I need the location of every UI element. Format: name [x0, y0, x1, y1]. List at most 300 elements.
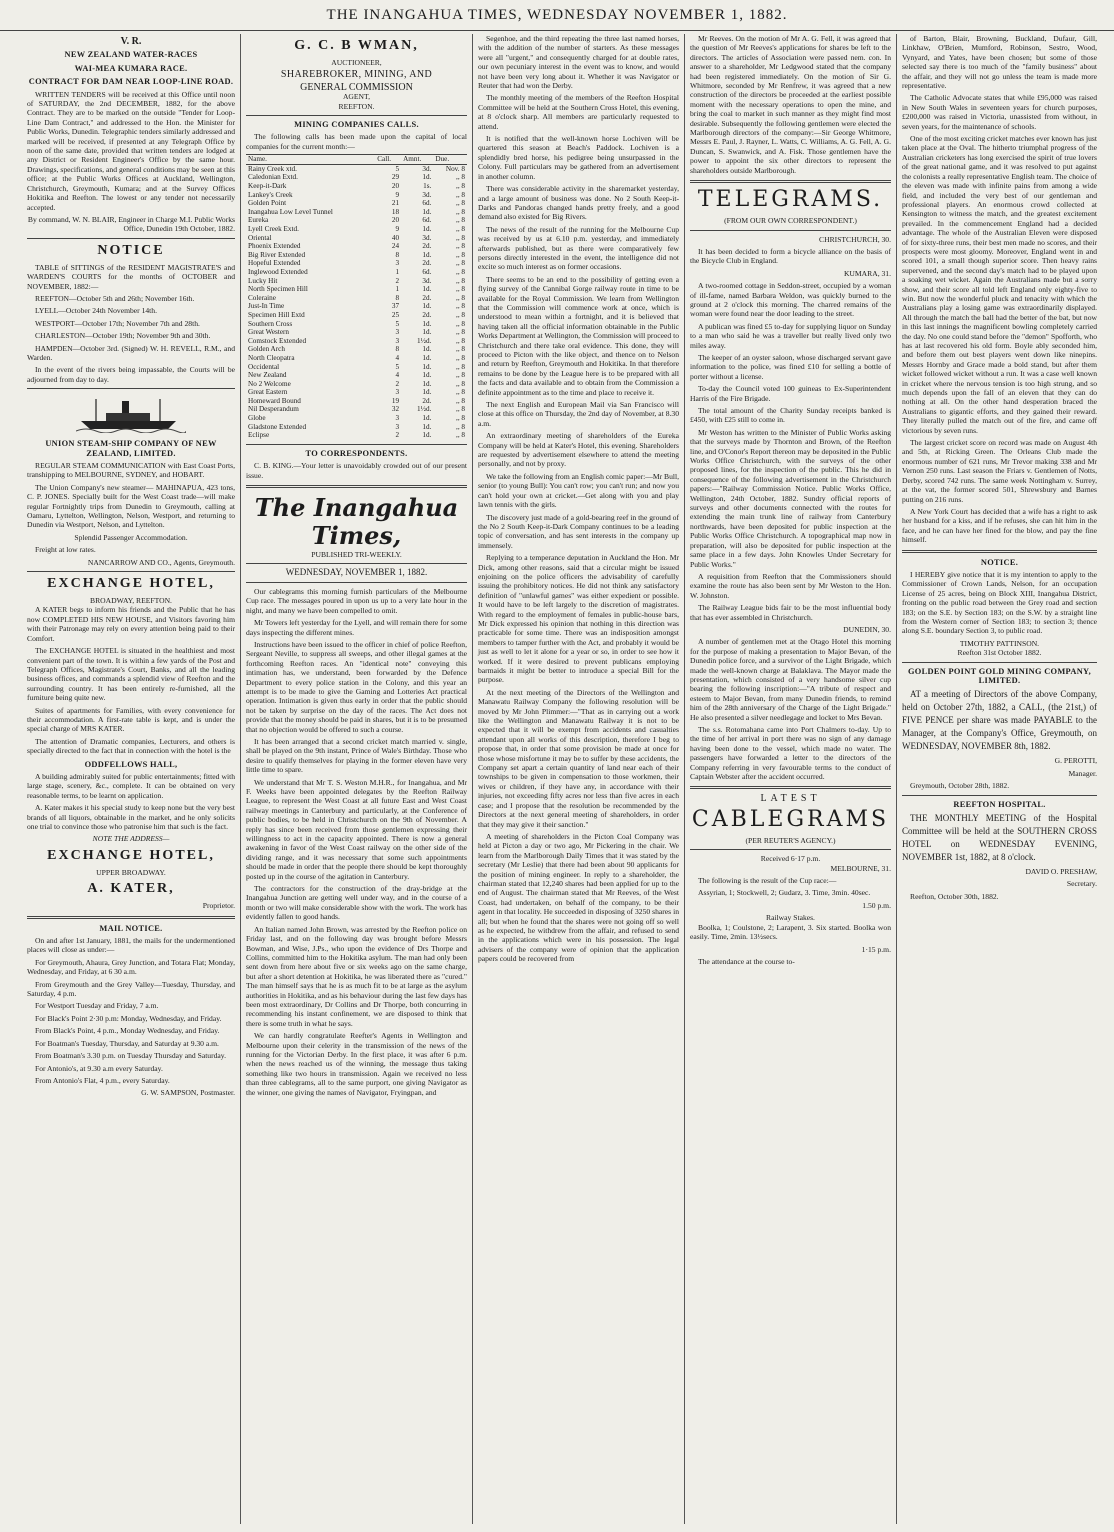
table-row [246, 337, 467, 346]
telegram-paragraph: A publican was fined £5 to-day for supplying liquor on Sunday to a man who said he was a traveller but really lived only two miles away. [690, 321, 891, 350]
table-cell: 2d. [422, 293, 432, 302]
oddfellows-text: A building admirably suited for public entertainments; fitted with large stage, scenery, &c., complete. It can be obtained on very reasonable terms, to be learnt on application. [27, 771, 235, 800]
table-cell: 5 [395, 164, 400, 173]
table-row [246, 285, 467, 294]
mail-text-9: For Antonio's, at 9.30 a.m every Saturday. [35, 1063, 163, 1073]
table-cell: Southern Cross [248, 319, 293, 328]
table-row [246, 363, 467, 372]
table-cell: 6d. [422, 199, 432, 208]
table-cell: 3 [395, 259, 400, 268]
table-cell: Phoenix Extended [248, 242, 301, 251]
table-header-cell: Amnt. [401, 155, 433, 165]
steamship-heading: UNION STEAM-SHIP COMPANY OF NEW ZEALAND, LIMITED. [45, 439, 217, 458]
table-cell: Hopeful Extended [248, 259, 301, 268]
passenger-accommodation: Splendid Passenger Accommodation. [74, 532, 188, 542]
article-paragraph: An Italian named John Brown, was arrested by the Reefton police on Friday last, and on the following day was brought before Messrs Bowman, and Wise, J.Ps., who upon the evidence of Drs Thorpe and Collins, committed him to the Hokitika asylum. The man had only been sent down from here about five or six weeks ago on the same charge, but after a short detention at Hokitika, he was liberated there as "cured." The man himself says that he is as much fit to be at large as the asylum authorities in Hokitika, and as his behaviour during the last few days has been most extraordinary, Dr Collins and Dr Thorpe, both concurring in recommending his instant confinement, we are disposed to think that there is some truth in what he says. [246, 924, 467, 1028]
table-cell: No 2 Welcome [248, 379, 291, 388]
masthead: THE INANGAHUA TIMES, WEDNESDAY NOVEMBER 1, 1882. [0, 0, 1114, 31]
table-header-cell: Name. [246, 155, 375, 165]
table-cell: 3d. [422, 276, 432, 285]
table-cell: Keep-it-Dark [248, 182, 287, 191]
article-paragraph: Instructions have been issued to the officer in chief of police Reefton, Sergeant Neville, to suppress all sweeps, and other illegal games at the forthcoming Reefton races. An "identical note" conveying this intimation has, we understand, been forwarded by the Defence Department to every police station in the Colony, and this year an attempt is to be made to give the Gaming and Lotteries Act practical operation. Intimation is given thus early in order that the public should not be taken by surprise on the day of the races. The Act does not provide that the money should be paid in shares, but it is to be presumed that no objection would be offered to such a course. [246, 639, 467, 734]
table-cell: 2 [395, 276, 400, 285]
notice-date: Reefton 31st October 1882. [957, 648, 1042, 658]
table-cell: 9 [395, 190, 400, 199]
article-paragraph: Our cablegrams this morning furnish particulars of the Melbourne Cup race. The messages poured in upon us up to a very late hour in the night, and many we have been compelled to omit. [246, 586, 467, 615]
article-paragraph: The news of the result of the running for the Melbourne Cup was received by us at 6.10 p.m. yesterday, and immediately afterwards published, but as there were comparatively few persons directly interested in the event, the intelligence did not excite so much interest as on former occasions. [478, 224, 679, 272]
column-4 [684, 34, 896, 1524]
exchange-hotel-heading: EXCHANGE HOTEL, [47, 576, 215, 592]
table-row [246, 294, 467, 303]
commission-label: GENERAL COMMISSION [300, 81, 413, 93]
column-5 [896, 34, 1102, 1524]
table-cell: 24 [391, 242, 400, 251]
table-cell: Inangahua Low Level Tunnel [248, 207, 333, 216]
table-cell: 3d. [422, 233, 432, 242]
divider [246, 115, 467, 116]
railway-stakes-heading: Railway Stakes. [766, 913, 815, 923]
table-row [246, 182, 467, 191]
article-paragraph: Segenhoe, and the third repeating the three last named horses, with the addition of the number of starters. As these messages were all "urgent," and consequently charged for at double rates, our own pecuniary interest in the event was to know, and would not have been very long about it. Whether it was Navigator or Reuter that had won the Derby. [478, 34, 679, 91]
bowman-heading: G. C. B WMAN, [294, 38, 419, 53]
table-row [246, 234, 467, 243]
auctioneer-label: AUCTIONEER, [331, 58, 382, 67]
table-cell: 3d. [422, 164, 432, 173]
telegram-paragraph: Mr Weston has written to the Minister of Public Works asking that the surveys made by Thornton and Brown, of the Reefton line, and O'Conor's Report thereon may be deposited in the Public Works Office Christchurch, with the surveys of the other proposed lines, for the inspection of the public. This he did in consequence of the following advertisement in the Christchurch papers:—"Railway Commission Notice. Public Works Office, Wellington, 24th October, 1882. Sundry official reports of surveys and other documents connected with the routes for extending the main trunk line of railway from Canterbury northwards, have been deposited for public inspection at the Public Works Office Christchurch. A topographical map now in preparation, will also be deposited for public inspection at the same place in a few days. John Knowles Under Secretary for Public Works." [690, 427, 891, 569]
table-cell: Lucky Hit [248, 276, 278, 285]
article-paragraph: Mr Towers left yesterday for the Lyell, and will remain there for some days inspecting the different mines. [246, 618, 467, 637]
table-cell: 1d. [422, 414, 432, 423]
table-cell: 2 [395, 379, 400, 388]
divider [902, 550, 1097, 553]
received-time: Received 6·17 p.m. [760, 854, 821, 864]
table-row [246, 208, 467, 217]
tender-signature: By command, W. N. BLAIR, Engineer in Charge M.I. Public Works Office, Dunedin 19th October, 1882. [27, 214, 235, 234]
table-row [246, 164, 467, 173]
table-cell: ,, 8 [456, 190, 465, 199]
table-row [246, 345, 467, 354]
table-cell: ,, 8 [456, 225, 465, 233]
article-paragraph: At the next meeting of the Directors of the Wellington and Manawatu Railway Company the following resolution will be moved by Mr John Plimmer:—"That as in carrying out a work like the Wellington and Manawatu Railway it is not to be expected that it will be exempt from accidents and casualties attendant upon all works of this description, therefore I beg to propose that, in order that some provision be made at once for those whose misfortune it may be to suffer by these accidents, the Company set apart a certain quantity of land near each of their townships to be given in compensation to those workmen, their wives or children, if they have any, in accordance with their injuries, not exceeding fifty acres nor less than five acres in each case; and I propose that the resolution be recommended by the Directors at the next general meeting of shareholders, in order that they may give it their sanction." [478, 687, 679, 829]
table-row [246, 328, 467, 337]
table-cell: 25 [391, 310, 400, 319]
telegram-paragraph: A two-roomed cottage in Seddon-street, occupied by a woman of ill-fame, named Barbara Weldon, was quickly burned to the ground at 2 o'clock this morning. The charred remains of the woman were found near the door leading to the street. [690, 281, 891, 319]
table-cell: Big River Extended [248, 250, 306, 259]
newspaper-nameplate: The Inangahua Times, [254, 493, 459, 551]
table-cell: ,, 8 [456, 302, 465, 311]
table-cell: 1d. [422, 431, 432, 440]
divider [246, 485, 467, 488]
golden-point-text: AT a meeting of Directors of the above Company, held on October 27th, 1882, a CALL, (the 21st,) of FIVE PENCE per share was made PAYABLE to the Manager, at the Company's Office, Greymouth, on WEDNESDAY, NOVEMBER 8th, 1882. [902, 689, 1097, 752]
telegram-paragraph: A requisition from Reefton that the Commissioners should examine the route has also been sent by Mr Weston to the Hon. W. Johnston. [690, 571, 891, 600]
table-cell: Coleraine [248, 293, 276, 302]
reuter-label: (PER REUTER'S AGENCY.) [745, 835, 836, 845]
time-stamp: 1·15 p.m. [861, 944, 891, 954]
table-cell: 37 [391, 302, 400, 311]
table-body [246, 164, 467, 440]
table-cell: 3d. [422, 190, 432, 199]
table-cell: 1d. [422, 285, 432, 294]
table-row [246, 405, 467, 414]
divider [690, 849, 891, 850]
mail-text-4: For Westport Tuesday and Friday, 7 a.m. [35, 1001, 159, 1011]
table-row [246, 311, 467, 320]
telegram-paragraph: To-day the Council voted 100 guineas to Ex-Superintendent Harris of the Fire Brigade. [690, 384, 891, 403]
table-row [246, 388, 467, 397]
calls-heading: MINING COMPANIES CALLS. [294, 120, 419, 130]
hampden-sittings: HAMPDEN—October 3rd. (Signed) W. H. REVELL, R.M., and Warden. [27, 343, 235, 362]
table-cell: 3 [395, 388, 400, 397]
notice-text: I HEREBY give notice that it is my intention to apply to the Commissioner of Crown Lands, Nelson, for an occupation License of 25 acres, being on Block XIII, Inangahua District, fronting on the public road between the Grey road and section 183; on the S.E. by Section 183; on the S.W. by a straight line from the Western corner of Section 183; to section 3; thence along S.E. boundary Section 3, to public road. [902, 569, 1097, 636]
table-row [246, 431, 467, 440]
table-cell: ,, 8 [456, 182, 465, 191]
article-paragraph: We understand that Mr T. S. Weston M.H.R., for Inangahua, and Mr F. Weeks have been appointed delegates by the Reefton Railway League, to represent the West Coast at all future East and West Coast railway meetings in Canterbury and particularly, at the Conference of public bodies, to be held in Christchurch on the 9th of November. A reply has since been received from those gentlemen expressing their willingness to act in the capacity appointed. There is now a general awakening in favor of the West Coast railway on the other side of the dividing range, and it was necessary that some such appointments should be made in order that the people there should be kept thoroughly posted up in the course of the agitation in Canterbury. [246, 777, 467, 881]
mail-text-3: From Greymouth and the Grey Valley—Tuesday, Thursday, and Saturday, 4 p.m. [27, 979, 235, 999]
table-cell: Occidental [248, 362, 280, 371]
table-cell: ,, 8 [456, 319, 465, 328]
article-paragraph: We take the following from an English comic paper:—Mr Bull, senior (to young Bull): You can't row; you can't run; and now you can't hold your own at cricket.—Get along with you and play lawn tennis with the girls. [478, 471, 679, 510]
exchange-hotel-heading-2: EXCHANGE HOTEL, [47, 847, 215, 863]
article-paragraph: There was considerable activity in the sharemarket yesterday, and a large amount of business was done. No 2 South Keep-it-Darks and Pandoras changed hands pretty freely, and a good demand also existed for Big Rivers. [478, 184, 679, 222]
table-cell: Gladstone Extended [248, 422, 307, 431]
table-cell: 1d. [422, 362, 432, 371]
postmaster-signature: G. W. SAMPSON, Postmaster. [141, 1088, 235, 1098]
table-cell: ,, 8 [456, 242, 465, 251]
hospital-heading: REEFTON HOSPITAL. [953, 799, 1046, 809]
table-cell: 6d. [422, 267, 432, 276]
table-cell: Lankey's Creek [248, 190, 293, 199]
steamship-new: The Union Company's new steamer— MAHINAPUA, 423 tons, C. P. JONES. Specially built for the West Coast trade—will make regular Fortnightly trips from Dunedin to Greymouth, calling at Oamaru, Lyttelton, Wellington, Nelson, Westport, and returning to Dunedin via Westport, Nelson, and Lyttelton. [27, 482, 235, 530]
agent-label: AGENT, [342, 92, 371, 102]
exchange-hotel-sub: BROADWAY, REEFTON. [90, 596, 172, 606]
table-cell: 1 [395, 285, 400, 294]
telegram-paragraph: It has been decided to form a bicycle alliance on the basis of the Bicycle Club in England. [690, 246, 891, 266]
railway-result: Boolka, 1; Coulstone, 2; Larapent, 3. Six started. Boolka won easily. Time, 2min. 13½secs. [690, 922, 891, 942]
calls-intro: The following calls has been made upon the capital of local companies for the current month:— [246, 132, 467, 151]
table-cell: 8 [395, 345, 400, 354]
divider [27, 388, 235, 389]
dateline-melbourne: MELBOURNE, 31. [830, 863, 891, 873]
table-cell: Golden Point [248, 199, 287, 208]
sharebroker-label: SHAREBROKER, MINING, AND [280, 69, 433, 81]
article-paragraph: There seems to be an end to the possibility of getting even a flying survey of the Cannibal Gorge railway route in time to be available for the Royal Commission. We learn from Wellington that the Commission will commence work at once, which is understood to mean within a fortnight, and it is believed that having taken all the official information obtainable in the Public Works Department at Wellington, the Commission will proceed to Christchurch and there take oral evidence. This done, they will proceed to Picton with the like object, and thence on to Nelson and return by Reefton, Greymouth and Hokitika. In that therefore remains to be done by the League here is to be prepared with all the facts and data available and to obtain from the Commission a definite appointment as to the time and place to receive it. [478, 274, 679, 397]
vr-crest: V. R. [120, 36, 142, 47]
attendance-text: The attendance at the course to- [698, 956, 795, 966]
table-cell: 3 [395, 328, 400, 337]
table-cell: North Specimen Hill [248, 285, 308, 294]
table-row [246, 199, 467, 208]
table-cell: 1d. [422, 250, 432, 259]
table-cell: Eclipse [248, 431, 270, 440]
table-cell: ,, 8 [456, 285, 465, 294]
column-1 [22, 34, 240, 1524]
column-2 [240, 34, 472, 1524]
table-row [246, 191, 467, 200]
mail-text-6: From Black's Point, 4 p.m., Monday Wednesday, and Friday. [35, 1026, 220, 1036]
table-row [246, 268, 467, 277]
upper-broadway: UPPER BROADWAY. [96, 867, 166, 877]
column-3 [472, 34, 684, 1524]
table-cell: ,, 8 [456, 328, 465, 337]
table-cell: ,, 8 [456, 276, 465, 285]
table-cell: 1d. [422, 353, 432, 362]
table-cell: 2d. [422, 396, 432, 405]
article-paragraph: Mr Reeves. On the motion of Mr A. G. Fell, it was agreed that the question of Mr Reeves's applications for shares be left to the directors. The articles of Association were passed nem. con. In answer to a shareholder, Mr Ledgwood stated that the company had been registered immediately. On the motion of Sir G. Whitmore, seconded by Mr Renfrew, it was agreed that a new construction of the directors be proceeded at the earliest possible moment with the necessary operations to open the mine, and bring the coal to market in such manner as they might find most desirable. Subsequently the following gentlemen were elected the Marlborough directors of the company:—Sir George Whitmore, Messrs E. Paul, J. Rayner, L. Watts, C. Williams, A. G. Fell, A. G. Duncan, S. Swanwick, and A. Fisk. Those gentlemen have the power to appoint the six other directors to represent the shareholders outside Marlborough. [690, 34, 891, 175]
sittings-text: TABLE of SITTINGS of the RESIDENT MAGISTRATE'S and WARDEN'S COURTS for the months of OCTOBER and NOVEMBER, 1882:— [27, 262, 235, 291]
table-cell: 32 [391, 405, 400, 414]
article-paragraph: The Catholic Advocate states that while £95,000 was raised in New South Wales in seventeen years for church purposes, £200,000 was raised in Victoria, unassisted from without, in seven years, for the maintenance of schools. [902, 93, 1097, 131]
own-correspondent-label: (FROM OUR OWN CORRESPONDENT.) [724, 216, 857, 226]
table-row [246, 302, 467, 311]
published-label: PUBLISHED TRI-WEEKLY. [311, 550, 402, 560]
table-cell: Just-In Time [248, 302, 285, 311]
table-cell: North Cleopatra [248, 353, 295, 362]
divider [902, 795, 1097, 796]
article-paragraph: It has been arranged that a second cricket match married v. single, shall be played on the 9th instant, Prince of Wale's Birthday. Those who desire to qualify themselves for playing in the former eleven have very little time to spare. [246, 736, 467, 775]
table-cell: 4 [395, 371, 400, 380]
table-cell: Lyell Creek Extd. [248, 225, 299, 233]
article-paragraph: A meeting of shareholders in the Picton Coal Company was held at Picton a day or two ago, Mr Pickering in the chair. We learn from the Marlborough Daily Times that it was stated by the secretary (Mr Leslie) that there had been about 90 applicants for the position of mining engineer. In reply to a shareholder, the chairman stated that 12,240 shares had been applied for up to the end of August. The chairman stated that Mr Reeves, of the West Coast, had undertaken, on behalf of the company, to be their agent in that locality. He succeeded in disposing of 3250 shares in all; but when he found that the shares were not going off so well as he expected, he withdrew from the affair, and refused to send in the applications which were in his possession. The legal advisers of the company were of opinion that the application papers could be recovered from [478, 831, 679, 964]
table-cell: ,, 8 [456, 431, 465, 440]
table-cell: 8 [395, 250, 400, 259]
table-cell: Nil Desperandum [248, 405, 299, 414]
table-row [246, 371, 467, 380]
article-paragraph: The contractors for the construction of the dray-bridge at the Inangahua Junction are getting well under way, and in the course of a month or two will make considerable show with the work. The work has evidently fallen to good hands. [246, 884, 467, 922]
table-cell: Oriental [248, 233, 272, 242]
article-paragraph: An extraordinary meeting of shareholders of the Eureka Company will be held at Kater's Hotel, this evening. Shareholders are requested by advertisement elsewhere to attend the meeting personally, and not by proxy. [478, 431, 679, 469]
divider [246, 563, 467, 564]
table-cell: Specimen Hill Extd [248, 310, 305, 319]
article-paragraph: The largest cricket score on record was made on August 4th and 5th, at Ricking Green. The Orleans Club made the enormous number of 621 runs, Mr Trevor making 338 and Mr Vernon 250 runs. Last season the Friars v. Gentlemen of Notts, Derby, scored 742 runs. The same week Nottingham v. Surrey, at the vat, the former scored 501, Shrewsbury and Barnes putting on 216 runs. [902, 438, 1097, 504]
table-cell: ,, 8 [456, 293, 465, 302]
steamship-icon [76, 395, 186, 433]
table-row [246, 414, 467, 423]
divider [690, 180, 891, 183]
table-cell: Golden Arch [248, 345, 285, 354]
table-cell: 1d. [422, 379, 432, 388]
table-cell: 40 [391, 233, 400, 242]
table-row [246, 423, 467, 432]
table-row [246, 277, 467, 286]
table-cell: 1d. [422, 371, 432, 380]
steamship-text: REGULAR STEAM COMMUNICATION with East Coast Ports, transhipping to MELBOURNE, SYDNEY, and HOBART. [27, 461, 235, 480]
telegram-paragraph: The s.s. Rotomahana came into Port Chalmers to-day. Up to the time of her arrival in port there was no sign of any damage having been done to the vessel, which made no water. The passengers have forwarded a letter to the directors of the Company referring in very favourable terms to the conduct of Captain Webster after the accident occurred. [690, 725, 891, 782]
table-row [246, 320, 467, 329]
table-cell: ,, 8 [456, 250, 465, 259]
table-row [246, 259, 467, 268]
table-cell: ,, 8 [456, 422, 465, 431]
exchange-text-3: Suites of apartments for Families, with every convenience for their accommodation. A first-rate table is kept, and is under the special charge of MRS KATER. [27, 705, 235, 734]
table-cell: ,, 8 [456, 267, 465, 276]
table-cell: 2d. [422, 242, 432, 251]
dateline-dunedin: DUNEDIN, 30. [843, 624, 891, 634]
table-cell: 2d. [422, 259, 432, 268]
table-cell: 5 [395, 319, 400, 328]
divider [27, 238, 235, 239]
table-cell: ,, 8 [456, 216, 465, 225]
charleston-sittings: CHARLESTON—October 19th; November 9th and 30th. [35, 331, 211, 341]
mail-notice-heading: MAIL NOTICE. [99, 923, 163, 933]
table-cell: ,, 8 [456, 414, 465, 423]
mail-text-7: For Boatman's Tuesday, Thursday, and Saturday at 9.30 a.m. [35, 1038, 219, 1048]
table-cell: 4 [395, 353, 400, 362]
table-cell: Inglewood Extended [248, 267, 308, 276]
table-header-cell: Call. [375, 155, 401, 165]
table-header-cell: Due. [433, 155, 467, 165]
dateline-christchurch: CHRISTCHURCH, 30. [819, 234, 891, 244]
table-cell: 1½d. [416, 405, 432, 414]
table-cell: ,, 8 [456, 310, 465, 319]
lyell-sittings: LYELL—October 24th November 14th. [35, 306, 157, 316]
hospital-text: THE MONTHLY MEETING of the Hospital Committee will be held at the SOUTHERN CROSS HOTEL on WEDNESDAY EVENING, NOVEMBER 1st, 1882, at 8 o'clock. [902, 813, 1097, 863]
divider [246, 582, 467, 583]
table-cell: 1d. [422, 328, 432, 337]
table-cell: Great Eastern [248, 388, 288, 397]
table-cell: ,, 8 [456, 362, 465, 371]
freight-text: Freight at low rates. [35, 545, 96, 555]
table-cell: ,, 8 [456, 173, 465, 182]
article-paragraph: One of the most exciting cricket matches ever known has just taken place at the Oval. The hitherto triumphal progress of the Australian cricketers has long exercised the spirit of true lovers of the great national game, and it was resolved to put against the colonists a really representative English team. The choice of the eleven was made with infinite pains from among a wide field, and included the very best of our gentleman and professional players. An enormous crowd collected at Kensington to witness the match, and the greatest excitement prevailed. In the commencement England had a decided advantage. The whole of the Australian Eleven were disposed of for sixty-three runs, their best men made no scores, and their prospects were most gloomy. Moreover, England went in and scored 101, a small though superior score. Then heavy rains supervened, and the second day's match had to be played upon a soaking wet wicket. Again the Australians made but a sorry show, and their score all told left England only eighty-five to win. But now the wonderful pluck and tenacity with which the Australians play a losing game was extraordinarily displayed. All through the match the ball had the better of the bat, but now in this last innings the magnificent bowling completely carried the day. No one could stand before the "demon" Spofforth, who has at last recovered his old form. Boyle ably seconded him, and before them out best players went down like ninepins. Messrs Hornby and Grace made a bold stand, but after them wicket followed wicket without a run. It was a case well known in cricket where the nervous tension is too high strung, and so much depends upon the fall of an eleven that they can do nothing at all. On the other hand desperation braced the Australians to gigantic efforts, and they gained their reward. They literally pulled the match out of the fire, and came off victorious by seven runs. [902, 134, 1097, 435]
table-cell: 6d. [422, 216, 432, 225]
table-cell: 20 [391, 182, 400, 191]
tender-text: WRITTEN TENDERS will be received at this Office until noon of SATURDAY, the 2nd DECEMBER, 1882, for the above Contract. They are to be marked on the outside "Tender for Loop-Line Dam Contract," and addressed to the Hon. the Minister for Public Works, Dunedin. Telegraphic tenders similarly addressed and marked will be received, if presented at any Telegraph Office by noon of the same date, provided that written tenders are lodged at any District or Resident Engineer's Office by the same hour. Drawings, specifications, and general conditions may be seen at this office; at the Public Works Offices at Auckland, Wellington, Christchurch, Greymouth, Kumara; and at the Survey Offices Hokitika and Reefton. The lowest or any tender not necessarily accepted. [27, 89, 235, 212]
golden-point-role: Manager. [1068, 768, 1097, 778]
divider [902, 662, 1097, 663]
cup-text: The following is the result of the Cup race:— [698, 876, 837, 886]
table-cell: Rainy Creek xtd. [248, 164, 297, 173]
divider [690, 786, 891, 789]
table-cell: 1d. [422, 345, 432, 354]
article-paragraph: It is notified that the well-known horse Lochiven will be quartered this season at Beach's Paddock. Lochiven is a splendidly bred horse, his pedigree being unsurpassed in the Colony. Full particulars may be gathered from an advertisement in another column. [478, 134, 679, 181]
kater-note: A. Kater makes it his special study to keep none but the very best brands of all liquors, obtainable in the market, and he only solicits one trial to convince those who patronise him that such is the fact. [27, 803, 235, 831]
table-cell: 8 [395, 293, 400, 302]
correspondents-text: C. B. KING.—Your letter is unavoidably crowded out of our present issue. [246, 461, 467, 480]
cup-result: Assyrian, 1; Stockwell, 2; Gudarz, 3. Time, 3min. 40sec. [698, 888, 871, 898]
table-cell: New Zealand [248, 371, 287, 380]
rivers-text: In the event of the rivers being impassable, the Courts will be adjourned from day to day. [27, 365, 235, 384]
table-cell: 29 [391, 173, 400, 182]
table-cell: 20 [391, 216, 400, 225]
article-paragraph: Replying to a temperance deputation in Auckland the Hon. Mr Dick, among other reasons, said that a circular might be issued enjoining on the police officers the advisability of carefully issuing the prohibitory notices. He did not think any satisfactory definition of "unlawful games" was either expedient or possible. It would have to be left largely to the discretion of magistrates. With regard to the employment of females in public-house bars, Mr Dick expressed his opinion that nothing in this direction was practicable for some time. There was an indisposition amongst members to tamper further with the Act, and probably it would be just as well to let it alone for a year or so, in order to see how it worked. If it were desired to prevent publicans employing barmaids it might be better to introduce a special Bill for the purpose. [478, 553, 679, 685]
nancarrow-signature: NANCARROW AND CO., Agents, Greymouth. [87, 557, 235, 567]
westport-sittings: WESTPORT—October 17th; November 7th and 28th. [35, 318, 200, 328]
notice-heading: NOTICE [97, 242, 165, 258]
correspondents-heading: TO CORRESPONDENTS. [305, 448, 408, 458]
table-cell: 2 [395, 431, 400, 440]
table-cell: 21 [391, 199, 400, 208]
reefton-label: REEFTON. [338, 101, 375, 111]
table-row [246, 216, 467, 225]
table-cell: 3 [395, 414, 400, 423]
telegrams-heading: TELEGRAMS. [697, 187, 884, 213]
table-cell: 1d. [422, 388, 432, 397]
table-cell: 18 [391, 207, 400, 216]
table-cell: ,, 8 [456, 353, 465, 362]
article-paragraph: The monthly meeting of the members of the Reefton Hospital Committee will be held at the Southern Cross Hotel, this evening, at 8 o'clock sharp. All members are particularly requested to attend. [478, 93, 679, 131]
table-cell: Homeward Bound [248, 396, 301, 405]
golden-point-heading: GOLDEN POINT GOLD MINING COMPANY, LIMITED. [907, 666, 1092, 685]
table-cell: ,, 8 [456, 336, 465, 345]
notice-signature: TIMOTHY PATTINSON. [959, 638, 1040, 648]
note-address: NOTE THE ADDRESS— [92, 834, 170, 844]
hospital-date: Reefton, October 30th, 1882. [910, 891, 999, 901]
mail-text-8: From Boatman's 3.30 p.m. on Tuesday Thursday and Saturday. [35, 1051, 226, 1061]
dateline-kumara: KUMARA, 31. [843, 268, 891, 278]
table-cell: Nov. 8 [445, 164, 465, 173]
table-cell: 1d. [422, 319, 432, 328]
table-cell: Globe [248, 414, 266, 423]
table-cell: 2d. [422, 310, 432, 319]
table-cell: Great Western [248, 328, 289, 337]
table-cell: ,, 8 [456, 207, 465, 216]
table-row [246, 397, 467, 406]
table-cell: Comstock Extended [248, 336, 307, 345]
table-header-row [246, 155, 467, 165]
kater-name: A. KATER, [87, 881, 175, 897]
mail-text-5: For Black's Point 2·30 p.m: Monday, Wednesday, and Friday. [35, 1013, 222, 1023]
table-row [246, 251, 467, 260]
hospital-signature: DAVID O. PRESHAW, [1025, 867, 1097, 877]
latest-label: LATEST [760, 793, 821, 805]
table-cell: 1½d. [416, 336, 432, 345]
table-cell: ,, 8 [456, 199, 465, 208]
exchange-text-4: The attention of Dramatic companies, Lecturers, and others is specially directed to the fact that in connection with the hotel is the [27, 736, 235, 756]
reefton-sittings: REEFTON—October 5th and 26th; November 16th. [35, 293, 195, 303]
telegram-paragraph: The keeper of an oyster saloon, whose discharged servant gave information to the police, was fined £10 for selling a bottle of porter without a license. [690, 352, 891, 381]
divider [27, 571, 235, 572]
table-cell: ,, 8 [456, 259, 465, 268]
table-row [246, 225, 467, 234]
time-stamp: 1.50 p.m. [862, 900, 891, 910]
hospital-role: Secretary. [1066, 879, 1097, 889]
table-cell: 3 [395, 422, 400, 431]
divider [246, 444, 467, 445]
table-cell: 9 [395, 225, 400, 233]
telegram-paragraph: The total amount of the Charity Sunday receipts banked is £450, with £25 still to come in. [690, 406, 891, 425]
table-row [246, 380, 467, 389]
table-cell: ,, 8 [456, 388, 465, 397]
table-cell: ,, 8 [456, 345, 465, 354]
table-cell: 1d. [422, 422, 432, 431]
table-cell: 1d. [422, 225, 432, 233]
table-cell: ,, 8 [456, 379, 465, 388]
article-paragraph: We can hardly congratulate Reefter's Agents in Wellington and Melbourne upon their celerity in the transmission of the news of the running for the Victorian Derby. In the first place, it was after 6 p.m. when the news reached us of the winning, the message thus taking something like two hours in transmission. Again we received no less than three cablegrams, all to the same purport, one giving Navigator as the winner, one giving the names of Navigator, Fryingpan, and [246, 1031, 467, 1097]
proprietor-label: Proprietor. [202, 901, 235, 911]
contract-heading: CONTRACT FOR DAM NEAR LOOP-LINE ROAD. [28, 77, 234, 87]
mail-text-10: From Antonio's Flat, 4 p.m., every Saturday. [35, 1075, 170, 1085]
table-cell: 1d. [422, 302, 432, 311]
telegram-paragraph: A number of gentlemen met at the Otago Hotel this morning for the purpose of making a presentation to Major Bevan, of the Dunedin police force, and a survivor of the Light Brigade, which made the well-known charge at Balaklava. The Mayor made the presentation, which consisted of a very handsome silver cup bearing the following inscription:—"A tribute of respect and esteem to Major Bevan, from many Dunedin friends, to remind him of the 28th anniversary of the Charge of the Light Brigade." He also presented a silver needlegage and locket to Mrs Bevan. [690, 637, 891, 722]
golden-point-date: Greymouth, October 28th, 1882. [910, 781, 1010, 791]
table-cell: Eureka [248, 216, 269, 225]
golden-point-signature: G. PEROTTI, [1054, 756, 1097, 766]
divider [690, 230, 891, 231]
table-cell: 1 [395, 267, 400, 276]
table-row [246, 242, 467, 251]
table-cell: 1s. [423, 182, 432, 191]
table-cell: ,, 8 [456, 396, 465, 405]
telegram-paragraph: The Railway League bids fair to be the most influential body that has ever assembled in Christchurch. [690, 603, 891, 622]
water-races-heading: NEW ZEALAND WATER-RACES [64, 50, 198, 60]
exchange-text-2: The EXCHANGE HOTEL is situated in the healthiest and most convenient part of the town. It is within a few yards of the Post and Telegraph Offices, Magistrate's Court, Banks, and all the leading business offices, and commands a splendid view of Reefton and the surrounding country. It has been entirely re-furnished, all the furniture being quite new. [27, 646, 235, 703]
table-row [246, 354, 467, 363]
table-cell: ,, 8 [456, 405, 465, 414]
table-row [246, 173, 467, 182]
mail-text-1: On and after 1st January, 1881, the mails for the undermentioned places will close as under:— [27, 936, 235, 955]
exchange-text-1: A KATER begs to inform his friends and the Public that he has now COMPLETED HIS NEW HOUSE, and Visitors favoring him with their Patronage may rely on every attention being paid to their Comfort. [27, 605, 235, 643]
table-cell: ,, 8 [456, 233, 465, 242]
oddfellows-heading: ODDFELLOWS HALL, [84, 759, 178, 769]
